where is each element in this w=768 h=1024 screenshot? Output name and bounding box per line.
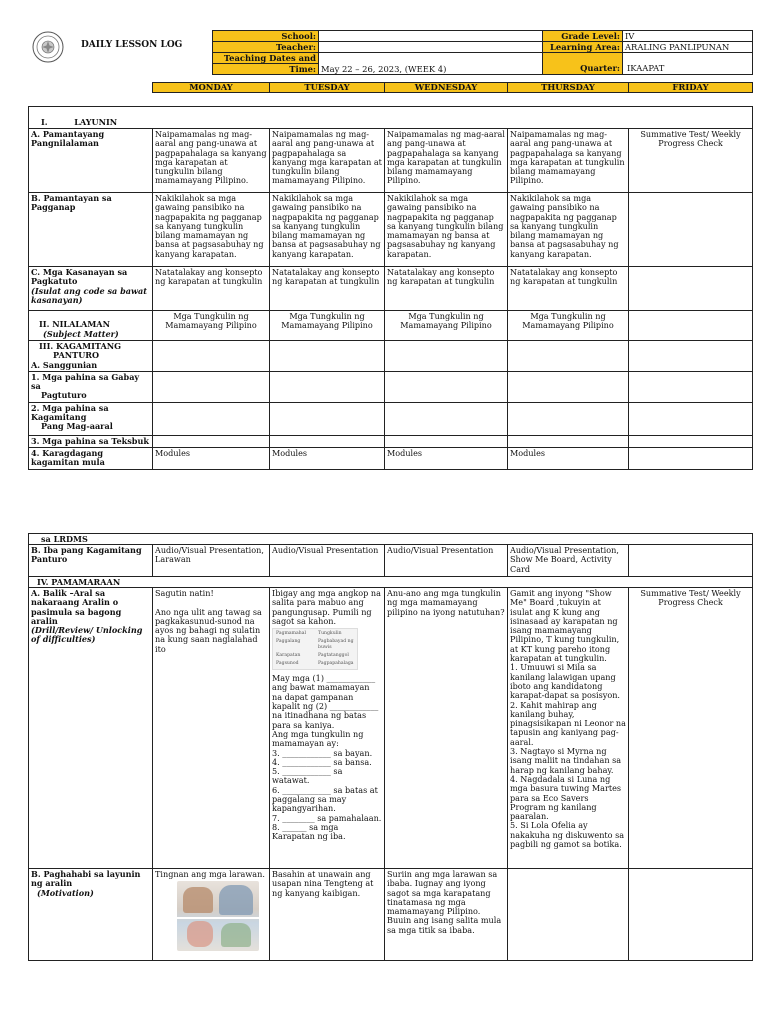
pagganap-thursday: Nakikilahok sa mga gawaing pansibiko na nagpapakita ng pagganap sa kanyang tungkulin bilang mamamayan ng bansa at pagsasabuhay ng kanyang karapatan. [508, 193, 629, 267]
iba-kagamitan-thursday: Audio/Visual Presentation, Show Me Board, Activity Card [508, 545, 629, 577]
dates-field[interactable]: May 22 – 26, 2023, (WEEK 4) [319, 53, 543, 75]
grade-level-label: Grade Level: [543, 31, 623, 42]
iba-kagamitan-tuesday: Audio/Visual Presentation [270, 545, 385, 577]
gabay-pagtuturo-label: 1. Mga pahina sa Gabay sa Pagtuturo [29, 371, 153, 402]
kagamitang-panturo-label: III. KAGAMITANG PANTURO A. Sanggunian [29, 341, 153, 372]
pagganap-monday: Nakikilahok sa mga gawaing pansibiko na nagpapakita ng pagganap sa kanyang tungkulin bilang mamamayan ng bansa at pagsasabuhay ng kanyang karapatan. [153, 193, 270, 267]
lesson-table-part2 [28, 533, 753, 961]
motivation-photo [177, 881, 259, 951]
pangnilalaman-friday: Summative Test/ Weekly Progress Check [629, 129, 753, 193]
paghahabi-wednesday: Suriin ang mga larawan sa ibaba. Iugnay ang iyong sagot sa mga karapatang tinatamasa ng mga mamamayang Pilipino. Buuin ang isang salita mula sa mga titik sa ibaba. [385, 869, 508, 961]
nilalaman-label: II. NILALAMAN (Subject Matter) [29, 311, 153, 341]
kasanayan-thursday: Natatalakay ang konsepto ng karapatan at tungkulin [508, 267, 629, 311]
school-field[interactable] [319, 31, 543, 42]
karagdagang-tuesday: Modules [270, 448, 385, 470]
day-wednesday: WEDNESDAY [385, 83, 508, 93]
learning-area-field[interactable]: ARALING PANLIPUNAN [623, 42, 753, 53]
quarter-field[interactable]: IKAAPAT [627, 63, 665, 73]
lrdms-row: sa LRDMS [29, 534, 753, 545]
kagamitang-mag-aaral-label: 2. Mga pahina sa Kagamitang Pang Mag-aaral [29, 402, 153, 435]
kasanayan-wednesday: Natatalakay ang konsepto ng karapatan at tungkulin [385, 267, 508, 311]
school-label: School: [213, 31, 319, 42]
balik-aral-thursday: Gamit ang inyong "Show Me" Board ,tukuyin at isulat ang K kung ang isinasaad ay karapatan ng isang mamamayang Pilipino, T kung tungkulin, at KT kung pareho itong karapatan at tungkulin. 1. Umuuwi si Mila sa kanilang lalawigan upang iboto ang kandidatong karapat-dapat sa posisyon. 2. Kahit mahirap ang kanilang buhay, pinagsisikapan ni Leonor na tapusin ang kaniyang pag-aaral. 3. Nagtayo si Myrna ng isang maliit na tindahan sa harap ng kanilang bahay. 4. Nagdadala si Luna ng mga basura tuwing Martes para sa Eco Savers Program ng kanilang paaralan. 5. Si Lola Ofelia ay nakakuha ng diskuwento sa pagbili ng gamot sa botika. [508, 588, 629, 869]
paghahabi-label: B. Paghahabi sa layunin ng aralin (Motivation) [29, 869, 153, 961]
pagganap-wednesday: Nakikilahok sa mga gawaing pansibiko na nagpapakita ng pagganap sa kanyang tungkulin bilang mamamayan ng bansa at pagsasabuhay ng kanyang karapatan. [385, 193, 508, 267]
grade-level-field[interactable]: IV [623, 31, 753, 42]
learning-area-label: Learning Area: [543, 42, 623, 53]
pagganap-tuesday: Nakikilahok sa mga gawaing pansibiko na nagpapakita ng pagganap sa kanyang tungkulin bilang mamamayan ng bansa at pagsasabuhay ng kanyang karapatan. [270, 193, 385, 267]
teacher-field[interactable] [319, 42, 543, 53]
balik-aral-wednesday: Anu-ano ang mga tungkulin ng mga mamamayang pilipino na iyong natutuhan? [385, 588, 508, 869]
nilalaman-tuesday: Mga Tungkulin ng Mamamayang Pilipino [270, 311, 385, 341]
quarter-label: Quarter: [580, 63, 620, 73]
balik-aral-tuesday: Ibigay ang mga angkop na salita para mabuo ang pangungusap. Pumili ng sagot sa kahon. Pagmamahal Tungkulin Paggalang Pagbabayad ng buwis Karapatan Pagtatanggol Pagsunod Pagpapahalaga May mga (1) ____________ ang bawat mamamayan na dapat gampanan kapalit ng (2) ____________ na itinadhana ng batas para sa kaniya. Ang mga tungkulin ng mamamayan ay: 3. ____________ sa bayan. 4. ____________ sa bansa. 5. ____________ sa watawat. 6. ____________ sa batas at paggalang sa may kapangyarihan. 7. ________ sa pamahalaan. 8. ______ sa mga Karapatan ng iba. [270, 588, 385, 869]
deped-seal [32, 31, 64, 63]
teksbuk-label: 3. Mga pahina sa Teksbuk [29, 435, 153, 447]
pamantayang-pangnilalaman-label: A. Pamantayang Pangnilalaman [29, 129, 153, 193]
lesson-table-part1 [28, 106, 753, 470]
pangnilalaman-monday: Naipamamalas ng mag-aaral ang pang-unawa at pagpapahalaga sa kanyang mga karapatan at tungkulin bilang mamamayang Pilipino. [153, 129, 270, 193]
nilalaman-monday: Mga Tungkulin ng Mamamayang Pilipino [153, 311, 270, 341]
karagdagang-thursday: Modules [508, 448, 629, 470]
balik-aral-label: A. Balik –Aral sa nakaraang Aralin o pasimula sa bagong aralin (Drill/Review/ Unlocking of difficulties) [29, 588, 153, 869]
iba-kagamitan-wednesday: Audio/Visual Presentation [385, 545, 508, 577]
karagdagang-wednesday: Modules [385, 448, 508, 470]
paghahabi-monday: Tingnan ang mga larawan. [153, 869, 270, 961]
paghahabi-tuesday: Basahin at unawain ang usapan nina Tengteng at ng kanyang kaibigan. [270, 869, 385, 961]
kasanayan-tuesday: Natatalakay ang konsepto ng karapatan at tungkulin [270, 267, 385, 311]
iba-kagamitan-monday: Audio/Visual Presentation, Larawan [153, 545, 270, 577]
day-friday: FRIDAY [629, 83, 753, 93]
iba-pang-kagamitan-label: B. Iba pang Kagamitang Panturo [29, 545, 153, 577]
dates-label-line2: Time: [213, 64, 319, 75]
balik-aral-friday: Summative Test/ Weekly Progress Check [629, 588, 753, 869]
pamamaraan-header: IV. PAMAMARAAN [29, 577, 753, 588]
pamantayan-pagganap-label: B. Pamantayan sa Pagganap [29, 193, 153, 267]
day-tuesday: TUESDAY [270, 83, 385, 93]
layunin-header: I. LAYUNIN [29, 107, 753, 129]
teacher-label: Teacher: [213, 42, 319, 53]
header-info-table [212, 30, 753, 75]
kasanayan-label: C. Mga Kasanayan sa Pagkatuto (Isulat ang code sa bawat kasanayan) [29, 267, 153, 311]
document-title: DAILY LESSON LOG [81, 40, 183, 50]
dates-label-line1: Teaching Dates and [213, 53, 319, 64]
nilalaman-thursday: Mga Tungkulin ng Mamamayang Pilipino [508, 311, 629, 341]
balik-aral-monday: Sagutin natin! Ano nga ulit ang tawag sa pagkakasunud-sunod na ayos ng bahagi ng sulatin na kung saan naglalahad ito [153, 588, 270, 869]
pangnilalaman-tuesday: Naipamamalas ng mag-aaral ang pang-unawa at pagpapahalaga sa kanyang mga karapatan at tungkulin bilang mamamayang Pilipino. [270, 129, 385, 193]
day-header-row [152, 82, 753, 93]
word-choice-box: Pagmamahal Tungkulin Paggalang Pagbabayad ng buwis Karapatan Pagtatanggol Pagsunod Pagpapahalaga [272, 628, 358, 670]
karagdagang-kagamitan-label: 4. Karagdagang kagamitan mula [29, 448, 153, 470]
kasanayan-monday: Natatalakay ang konsepto ng karapatan at tungkulin [153, 267, 270, 311]
karagdagang-monday: Modules [153, 448, 270, 470]
nilalaman-wednesday: Mga Tungkulin ng Mamamayang Pilipino [385, 311, 508, 341]
pangnilalaman-wednesday: Naipamamalas ng mag-aaral ang pang-unawa at pagpapahalaga sa kanyang mga karapatan at tungkulin bilang mamamayang Pilipino. [385, 129, 508, 193]
day-monday: MONDAY [153, 83, 270, 93]
day-thursday: THURSDAY [508, 83, 629, 93]
pangnilalaman-thursday: Naipamamalas ng mag-aaral ang pang-unawa at pagpapahalaga sa kanyang mga karapatan at tungkulin bilang mamamayang Pilipino. [508, 129, 629, 193]
